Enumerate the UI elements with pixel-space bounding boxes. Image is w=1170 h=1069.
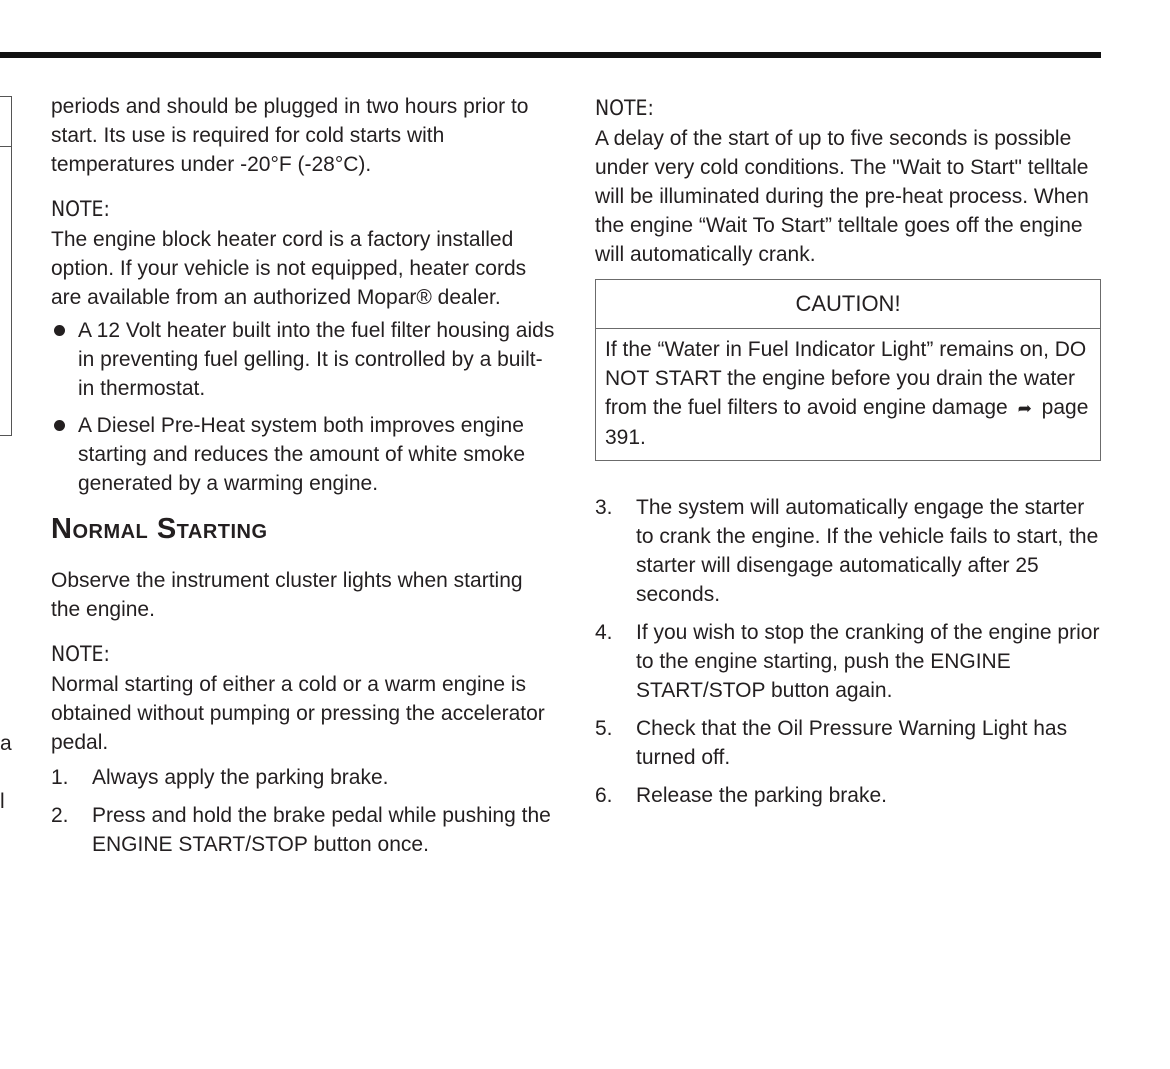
caution-text: If the “Water in Fuel Indicator Light” remains on, DO NOT START the engine before you drain the water from the fuel filters to avoid engine damage bbox=[605, 338, 1087, 419]
step-number: 3. bbox=[595, 496, 613, 519]
bullet-list bbox=[51, 316, 556, 498]
right-column bbox=[595, 92, 1101, 819]
step-text: Release the parking brake. bbox=[636, 784, 887, 807]
step-list bbox=[595, 493, 1101, 810]
note-text: The engine block heater cord is a factory installed option. If your vehicle is not equipped, heater cords are available from an authorized Mopar® dealer. bbox=[51, 228, 527, 309]
step-text: If you wish to stop the cranking of the engine prior to the engine starting, push the ENGINE START/STOP button again. bbox=[636, 621, 1100, 702]
note-heading: NOTE: bbox=[595, 96, 654, 120]
step-number: 4. bbox=[595, 621, 613, 644]
step-text: Always apply the parking brake. bbox=[92, 766, 389, 789]
edge-fragment: a bbox=[0, 732, 12, 755]
box-divider bbox=[0, 146, 11, 147]
step-item bbox=[51, 763, 556, 792]
step-item bbox=[595, 781, 1101, 810]
caution-heading: CAUTION! bbox=[596, 280, 1100, 329]
note-heading: NOTE: bbox=[51, 642, 110, 666]
note-text: Normal starting of either a cold or a warm engine is obtained without pumping or pressing the accelerator pedal. bbox=[51, 673, 545, 754]
step-number: 1. bbox=[51, 766, 69, 789]
step-number: 5. bbox=[595, 717, 613, 740]
left-column bbox=[51, 92, 556, 868]
step-item bbox=[595, 493, 1101, 609]
caution-body bbox=[596, 329, 1100, 460]
bullet-item: A 12 Volt heater built into the fuel filter housing aids in preventing fuel gelling. It is controlled by a built-in thermostat. bbox=[51, 316, 556, 403]
intro-paragraph: Observe the instrument cluster lights when starting the engine. bbox=[51, 569, 523, 621]
step-text: Press and hold the brake pedal while pushing the ENGINE START/STOP button once. bbox=[92, 804, 551, 856]
step-text: The system will automatically engage the starter to crank the engine. If the vehicle fails to start, the starter will disengage automatically after 25 seconds. bbox=[636, 496, 1099, 606]
arrow-right-icon: ➦ bbox=[1017, 399, 1032, 418]
previous-page-box-edge bbox=[0, 96, 12, 436]
edge-fragment: l bbox=[0, 790, 5, 813]
bullet-item: A Diesel Pre-Heat system both improves engine starting and reduces the amount of white smoke generated by a warming engine. bbox=[51, 411, 556, 498]
step-item bbox=[51, 801, 556, 859]
section-title: Normal Starting bbox=[51, 513, 268, 545]
step-item bbox=[595, 714, 1101, 772]
note-text: A delay of the start of up to five seconds is possible under very cold conditions. The "Wait to Start" telltale will be illuminated during the pre-heat process. When the engine “Wait To Start” telltale goes off the engine will automatically crank. bbox=[595, 127, 1089, 266]
step-list bbox=[51, 763, 556, 859]
step-number: 2. bbox=[51, 804, 69, 827]
page-reference[interactable]: page 391. bbox=[605, 396, 1089, 449]
step-number: 6. bbox=[595, 784, 613, 807]
step-text: Check that the Oil Pressure Warning Light has turned off. bbox=[636, 717, 1068, 769]
top-rule bbox=[0, 52, 1101, 58]
caution-box bbox=[595, 279, 1101, 461]
step-item bbox=[595, 618, 1101, 705]
note-heading: NOTE: bbox=[51, 197, 110, 221]
continued-paragraph: periods and should be plugged in two hours prior to start. Its use is required for cold starts with temperatures under -20°F (-28°C). bbox=[51, 95, 529, 176]
